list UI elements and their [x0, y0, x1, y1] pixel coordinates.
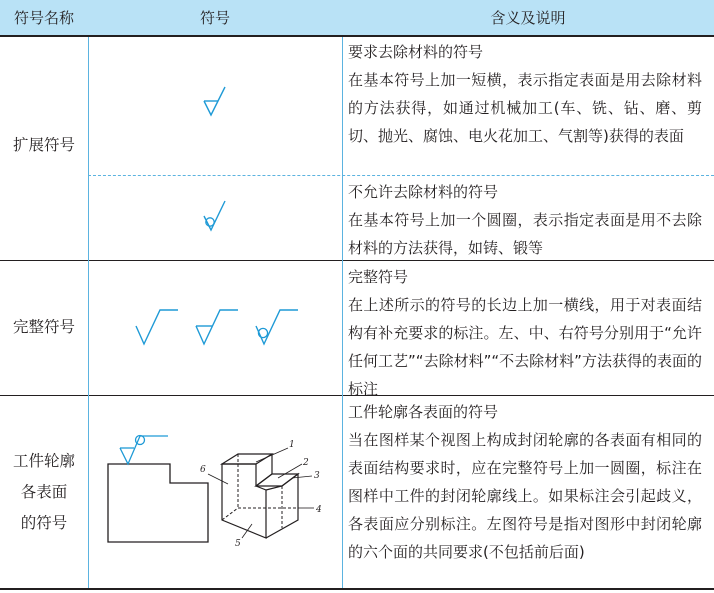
complete-remove-material-symbol-icon — [190, 304, 242, 348]
column-divider — [88, 37, 89, 588]
entry-text: 在基本符号上加一短横，表示指定表面是用去除材料的方法获得，如通过机械加工(车、铣、钻、磨、剪切、抛光、腐蚀、电火花加工、气割等)获得的表面 — [348, 71, 702, 145]
entry-complete — [348, 263, 702, 403]
complete-any-process-symbol-icon — [130, 304, 182, 348]
workpiece-contour-figure — [92, 428, 336, 558]
remove-material-symbol-icon — [200, 84, 234, 118]
figure-label: 5 — [235, 539, 241, 549]
entry-title: 要求去除材料的符号 — [348, 43, 484, 61]
row-divider-dashed — [88, 175, 714, 176]
entry-title: 工件轮廓各表面的符号 — [348, 403, 499, 421]
entry-remove-material — [348, 38, 702, 150]
figure-label: 3 — [314, 471, 320, 481]
figure-label: 1 — [289, 440, 295, 450]
entry-text: 在基本符号上加一个圆圈，表示指定表面是用不去除材料的方法获得，如铸、锻等 — [348, 211, 702, 257]
entry-contour — [348, 398, 702, 566]
entry-text: 在上述所示的符号的长边上加一横线，用于对表面结构有补充要求的标注。左、中、右符号分别用于“允许任何工艺”“去除材料”“不去除材料”方法获得的表面的标注 — [348, 296, 702, 398]
row-name-complete: 完整符号 — [12, 318, 75, 336]
row-name-extended: 扩展符号 — [12, 136, 75, 154]
header-symbol: 符号 — [199, 9, 230, 27]
header-meaning: 含义及说明 — [490, 9, 566, 27]
no-removal-symbol-icon — [200, 198, 234, 234]
figure-label: 4 — [316, 505, 322, 515]
column-divider — [342, 37, 343, 588]
row-name-line: 的符号 — [20, 514, 68, 532]
entry-text: 当在图样某个视图上构成封闭轮廓的各表面有相同的表面结构要求时，应在完整符号上加一圆圈，标注在图样中工件的封闭轮廓线上。如果标注会引起歧义，各表面应分别标注。左图符号是指对图形中封闭轮廓的六个面的共同要求(不包括前后面) — [348, 431, 702, 561]
header-name: 符号名称 — [13, 9, 74, 27]
header-rule — [0, 35, 714, 37]
entry-no-removal — [348, 178, 702, 262]
entry-title: 完整符号 — [348, 268, 409, 286]
entry-title: 不允许去除材料的符号 — [348, 183, 499, 201]
table-bottom-rule — [0, 588, 714, 590]
figure-label: 6 — [200, 465, 206, 475]
figure-label: 2 — [303, 458, 309, 468]
complete-no-removal-symbol-icon — [250, 304, 302, 348]
row-name-line: 工件轮廓 — [12, 452, 75, 470]
row-name-line: 各表面 — [20, 483, 68, 501]
row-name-contour — [0, 446, 88, 539]
